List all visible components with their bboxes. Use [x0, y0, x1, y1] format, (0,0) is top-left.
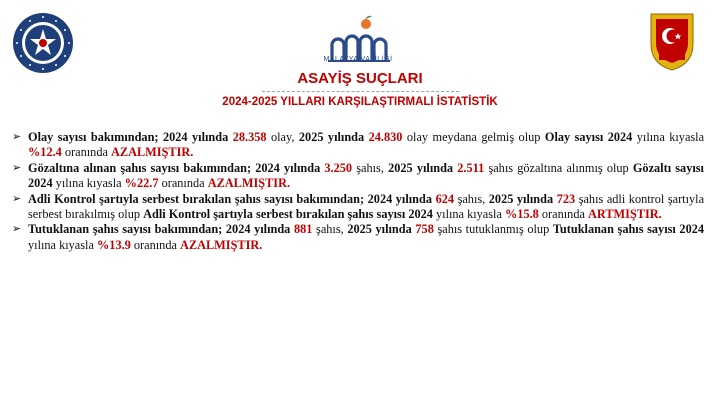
item-text: şahıs, — [316, 222, 344, 237]
page-subtitle: 2024-2025 YILLARI KARŞILAŞTIRMALI İSTATİSTİK — [222, 96, 498, 108]
value-2024: 624 — [435, 191, 455, 206]
year-2024-label: 2024 yılında — [255, 160, 321, 175]
metric-label: Adli Kontrol şartıyla serbest bırakılan şahıs sayısı 2024 — [143, 207, 433, 222]
item-lead: Adli Kontrol şartıyla serbest bırakılan şahıs sayısı bakımından; — [28, 191, 365, 206]
value-2025: 758 — [415, 222, 434, 237]
year-2024-label: 2024 yılında — [162, 130, 229, 144]
item-text: şahıs tutuklanmış olup — [437, 222, 550, 237]
percent-change: %22.7 — [124, 176, 159, 191]
year-2025-label: 2025 yılında — [488, 191, 554, 206]
year-2025-label: 2025 yılında — [388, 160, 454, 175]
change-status: AZALMIŞTIR. — [180, 237, 263, 252]
change-status: AZALMIŞTIR. — [111, 145, 194, 160]
list-item — [12, 192, 704, 223]
year-2024-label: 2024 yılında — [367, 191, 433, 206]
item-text: oranında — [64, 145, 108, 160]
metric-label: Gözaltı sayısı 2024 — [28, 160, 704, 191]
percent-change: %13.9 — [97, 237, 131, 252]
value-2024: 28.358 — [232, 130, 267, 144]
metric-label: Olay sayısı 2024 — [544, 130, 633, 144]
item-text: şahıs, — [457, 191, 486, 206]
item-text: yılına kıyasla — [55, 176, 122, 191]
item-text: oranında — [161, 176, 205, 191]
item-text: şahıs adli kontrol şartıyla serbest bırakılmış olup — [28, 191, 705, 222]
percent-change: %12.4 — [28, 145, 62, 160]
year-2025-label: 2025 yılında — [347, 222, 412, 237]
item-text: yılına kıyasla — [436, 207, 502, 222]
value-2024: 881 — [293, 222, 313, 237]
change-status: AZALMIŞTIR. — [207, 176, 291, 191]
value-2024: 3.250 — [324, 160, 353, 175]
gendarmerie-emblem-icon — [649, 12, 695, 72]
malatya-logo-caption: MALATYA VALİLİĞİ — [323, 56, 393, 63]
value-2025: 2.511 — [457, 160, 485, 175]
item-lead: Tutuklanan şahıs sayısı bakımından; — [28, 222, 223, 237]
arrow-bullet-icon: ➢ — [12, 192, 22, 205]
title-divider — [262, 91, 459, 92]
item-text: oranında — [133, 237, 177, 252]
arrow-bullet-icon: ➢ — [12, 131, 22, 143]
item-text: oranında — [541, 207, 585, 222]
percent-change: %15.8 — [505, 207, 539, 222]
list-item — [12, 161, 704, 192]
item-text: yılına kıyasla — [636, 130, 705, 144]
value-2025: 24.830 — [368, 130, 403, 144]
year-2025-label: 2025 yılında — [298, 130, 365, 144]
metric-label: Tutuklanan şahıs sayısı 2024 — [552, 222, 705, 237]
list-item — [12, 222, 704, 253]
year-2024-label: 2024 yılında — [225, 222, 291, 237]
item-text: şahıs gözaltına alınmış olup — [488, 160, 629, 175]
change-status: ARTMIŞTIR. — [588, 207, 662, 222]
page-title: ASAYİŞ SUÇLARI — [297, 70, 423, 87]
item-text: şahıs, — [356, 160, 384, 175]
item-text: yılına kıyasla — [28, 237, 94, 252]
item-text: olay, — [270, 130, 295, 144]
item-lead: Gözaltına alınan şahıs sayısı bakımından; — [28, 160, 252, 175]
item-lead: Olay sayısı bakımından; — [28, 130, 159, 144]
item-text: olay meydana gelmiş olup — [406, 130, 541, 144]
statistics-list — [12, 130, 704, 253]
arrow-bullet-icon: ➢ — [12, 223, 22, 236]
list-item — [12, 130, 704, 161]
value-2025: 723 — [556, 191, 576, 206]
arrow-bullet-icon: ➢ — [12, 161, 22, 174]
police-emblem-icon — [12, 12, 74, 74]
